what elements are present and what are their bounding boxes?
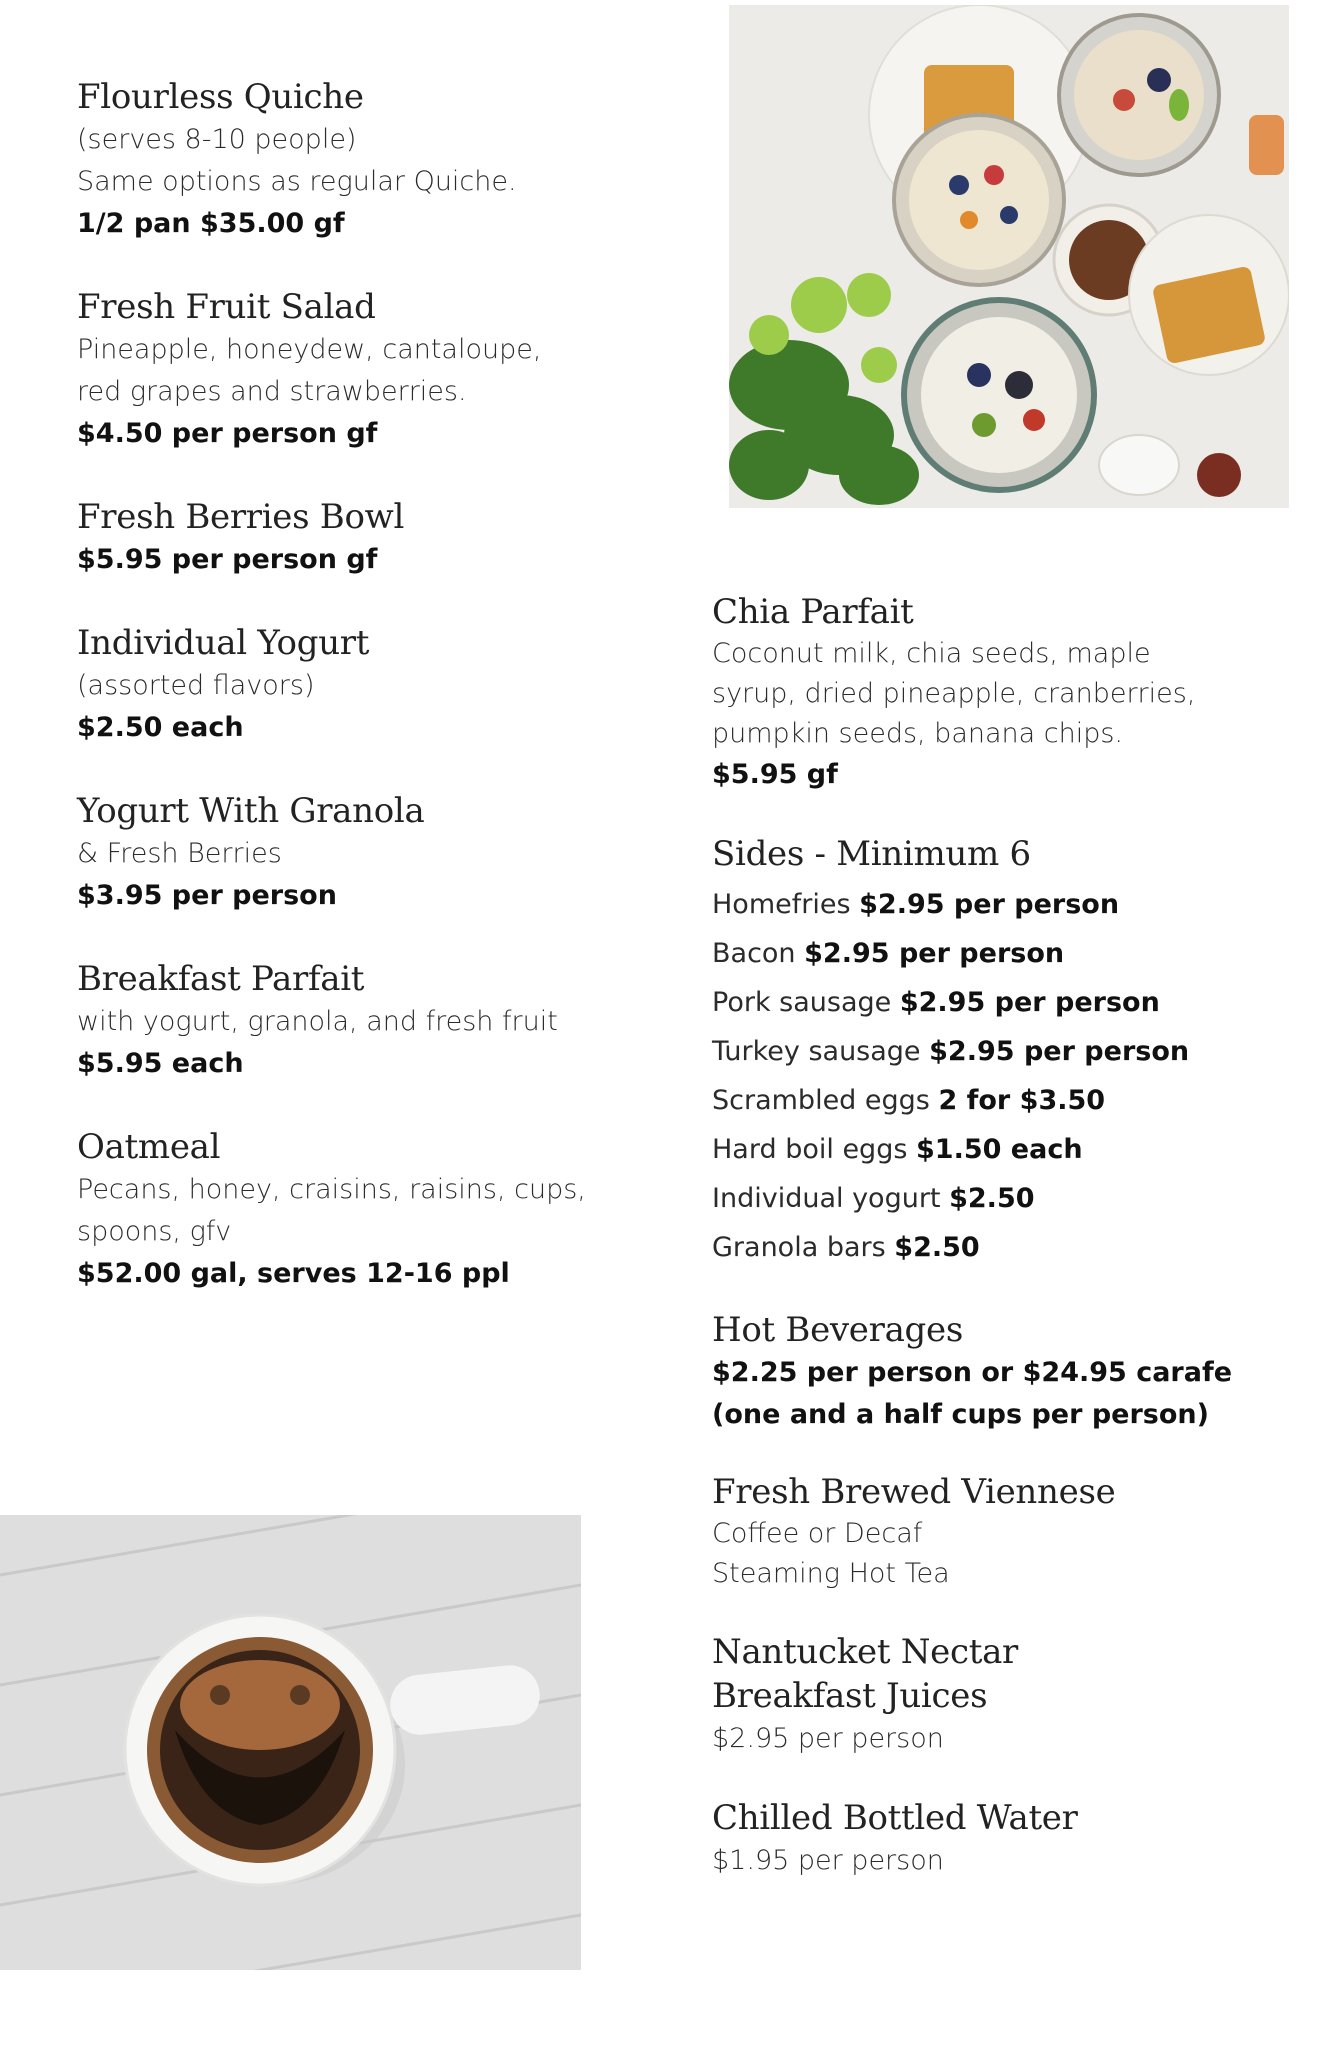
- item-title: Individual Yogurt: [77, 623, 370, 663]
- item-desc: spoons, gfv: [77, 1216, 232, 1247]
- item-title: Yogurt With Granola: [77, 791, 425, 831]
- item-price: $2.50 each: [77, 712, 244, 743]
- item-title: Breakfast Parfait: [77, 959, 365, 999]
- side-name: Scrambled eggs: [712, 1085, 930, 1116]
- side-item: [712, 929, 1292, 978]
- side-name: Homefries: [712, 889, 851, 920]
- side-item: [712, 1027, 1292, 1076]
- item-desc: $1.95 per person: [712, 1845, 944, 1876]
- item-title: Fresh Fruit Salad: [77, 287, 376, 327]
- side-item: [712, 1174, 1292, 1223]
- item-desc: $2.95 per person: [712, 1723, 944, 1754]
- side-name: Turkey sausage: [712, 1036, 921, 1067]
- menu-item-flourless-quiche: [77, 75, 637, 245]
- item-desc: pumpkin seeds, banana chips.: [712, 718, 1124, 749]
- item-desc: (serves 8-10 people): [77, 124, 357, 155]
- side-price: $2.95 per person: [929, 1036, 1190, 1067]
- item-title: Nantucket Nectar: [712, 1632, 1019, 1672]
- side-name: Pork sausage: [712, 987, 892, 1018]
- side-price: $2.50: [949, 1183, 1035, 1214]
- item-desc: Pineapple, honeydew, cantaloupe,: [77, 334, 542, 365]
- item-price: $5.95 gf: [712, 759, 838, 790]
- side-price: $1.50 each: [916, 1134, 1083, 1165]
- right-menu-column: [712, 590, 1292, 1922]
- side-item: [712, 1076, 1292, 1125]
- side-item: [712, 978, 1292, 1027]
- coffee-cup-photo: [0, 1515, 581, 1970]
- menu-item-oatmeal: [77, 1125, 637, 1295]
- menu-item-fresh-fruit-salad: [77, 285, 637, 455]
- breakfast-spread-photo: [729, 5, 1289, 508]
- side-item: [712, 1125, 1292, 1174]
- side-name: Bacon: [712, 938, 796, 969]
- item-title: Flourless Quiche: [77, 77, 364, 117]
- item-title: Hot Beverages: [712, 1310, 963, 1350]
- item-price: $52.00 gal, serves 12-16 ppl: [77, 1258, 510, 1289]
- item-desc: with yogurt, granola, and fresh fruit: [77, 1006, 558, 1037]
- side-price: $2.50: [894, 1232, 980, 1263]
- side-name: Individual yogurt: [712, 1183, 941, 1214]
- menu-item-fresh-berries-bowl: [77, 495, 637, 581]
- menu-item-yogurt-with-granola: [77, 789, 637, 917]
- side-price: $2.95 per person: [899, 987, 1160, 1018]
- item-title: Breakfast Juices: [712, 1676, 988, 1716]
- item-price: $2.25 per person or $24.95 carafe: [712, 1357, 1233, 1388]
- item-price: $5.95 each: [77, 1048, 244, 1079]
- item-desc: Same options as regular Quiche.: [77, 166, 517, 197]
- juices-section: [712, 1630, 1292, 1760]
- item-title: Fresh Brewed Viennese: [712, 1472, 1116, 1512]
- item-price: $4.50 per person gf: [77, 418, 378, 449]
- side-price: 2 for $3.50: [938, 1085, 1106, 1116]
- sides-section: [712, 832, 1292, 1272]
- item-desc: syrup, dried pineapple, cranberries,: [712, 678, 1196, 709]
- left-menu-column: [77, 75, 637, 1335]
- item-price: $3.95 per person: [77, 880, 337, 911]
- item-desc: Steaming Hot Tea: [712, 1558, 950, 1589]
- item-desc: Coffee or Decaf: [712, 1518, 923, 1549]
- item-title: Chia Parfait: [712, 592, 914, 632]
- item-title: Oatmeal: [77, 1127, 221, 1167]
- item-price: (one and a half cups per person): [712, 1399, 1209, 1430]
- item-price: $5.95 per person gf: [77, 544, 378, 575]
- side-item: [712, 880, 1292, 929]
- hot-beverages-section: [712, 1308, 1292, 1436]
- side-name: Granola bars: [712, 1232, 886, 1263]
- side-price: $2.95 per person: [804, 938, 1065, 969]
- viennese-section: [712, 1470, 1292, 1594]
- menu-item-breakfast-parfait: [77, 957, 637, 1085]
- item-price: 1/2 pan $35.00 gf: [77, 208, 345, 239]
- item-desc: Coconut milk, chia seeds, maple: [712, 638, 1151, 669]
- water-section: [712, 1796, 1292, 1882]
- item-desc: (assorted flavors): [77, 670, 315, 701]
- side-item: [712, 1223, 1292, 1272]
- item-desc: & Fresh Berries: [77, 838, 282, 869]
- side-name: Hard boil eggs: [712, 1134, 908, 1165]
- item-title: Chilled Bottled Water: [712, 1798, 1078, 1838]
- item-title: Fresh Berries Bowl: [77, 497, 405, 537]
- sides-title: Sides - Minimum 6: [712, 834, 1031, 874]
- item-desc: Pecans, honey, craisins, raisins, cups,: [77, 1174, 586, 1205]
- menu-item-chia-parfait: [712, 590, 1292, 796]
- item-desc: red grapes and strawberries.: [77, 376, 467, 407]
- menu-item-individual-yogurt: [77, 621, 637, 749]
- side-price: $2.95 per person: [859, 889, 1120, 920]
